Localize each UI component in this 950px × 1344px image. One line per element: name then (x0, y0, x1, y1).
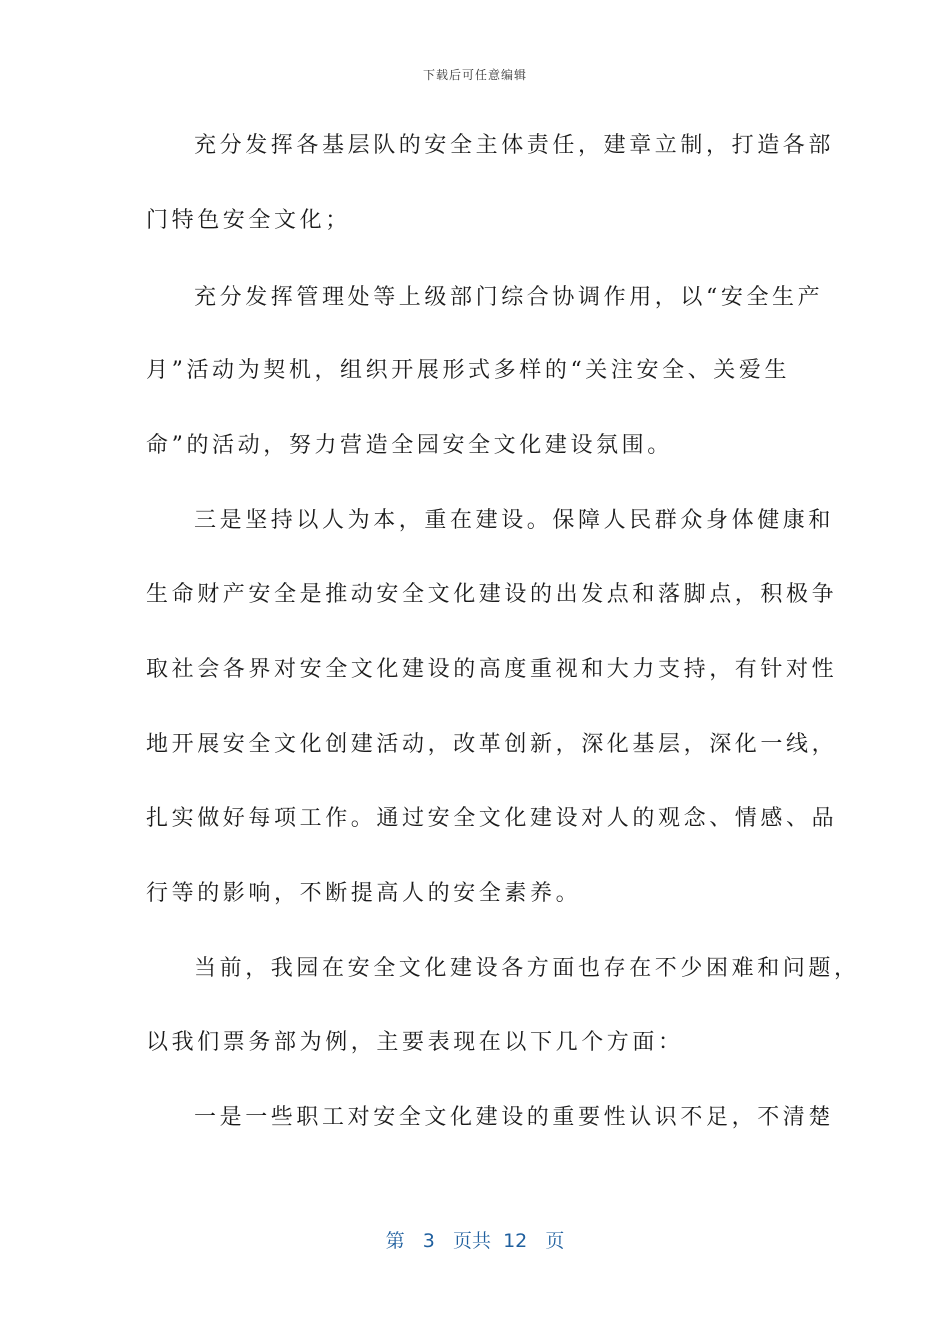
paragraph-line: 取社会各界对安全文化建设的高度重视和大力支持，有针对性 (146, 657, 838, 682)
paragraph-line: 扎实做好每项工作。通过安全文化建设对人的观念、情感、品 (146, 806, 838, 831)
footer-prefix: 第 (385, 1230, 405, 1252)
paragraph-line: 行等的影响，不断提高人的安全素养。 (146, 881, 582, 906)
paragraph-line: 命”的活动，努力营造全园安全文化建设氛围。 (146, 433, 673, 458)
footer-total-pages: 12 (503, 1230, 528, 1252)
page-footer (0, 1226, 950, 1253)
paragraph-line: 生命财产安全是推动安全文化建设的出发点和落脚点，积极争 (146, 582, 838, 607)
page-header-note: 下载后可任意编辑 (422, 68, 527, 82)
paragraph-line: 充分发挥管理处等上级部门综合协调作用，以“安全生产 (194, 285, 824, 310)
footer-current-page: 3 (422, 1230, 435, 1252)
paragraph-line: 以我们票务部为例，主要表现在以下几个方面： (146, 1030, 684, 1055)
paragraph-line: 月”活动为契机，组织开展形式多样的“关注安全、关爱生 (146, 358, 791, 383)
paragraph-line: 一是一些职工对安全文化建设的重要性认识不足，不清楚 (194, 1105, 835, 1130)
paragraph-line: 门特色安全文化； (146, 208, 351, 233)
paragraph-line: 三是坚持以人为本，重在建设。保障人民群众身体健康和 (194, 508, 835, 533)
footer-suffix: 页 (545, 1230, 565, 1252)
paragraph-line: 地开展安全文化创建活动，改革创新，深化基层，深化一线， (146, 732, 838, 757)
paragraph-line: 充分发挥各基层队的安全主体责任，建章立制，打造各部 (194, 133, 835, 158)
paragraph-line: 当前，我园在安全文化建设各方面也存在不少困难和问题， (194, 956, 860, 981)
footer-middle: 页共 (452, 1230, 491, 1252)
